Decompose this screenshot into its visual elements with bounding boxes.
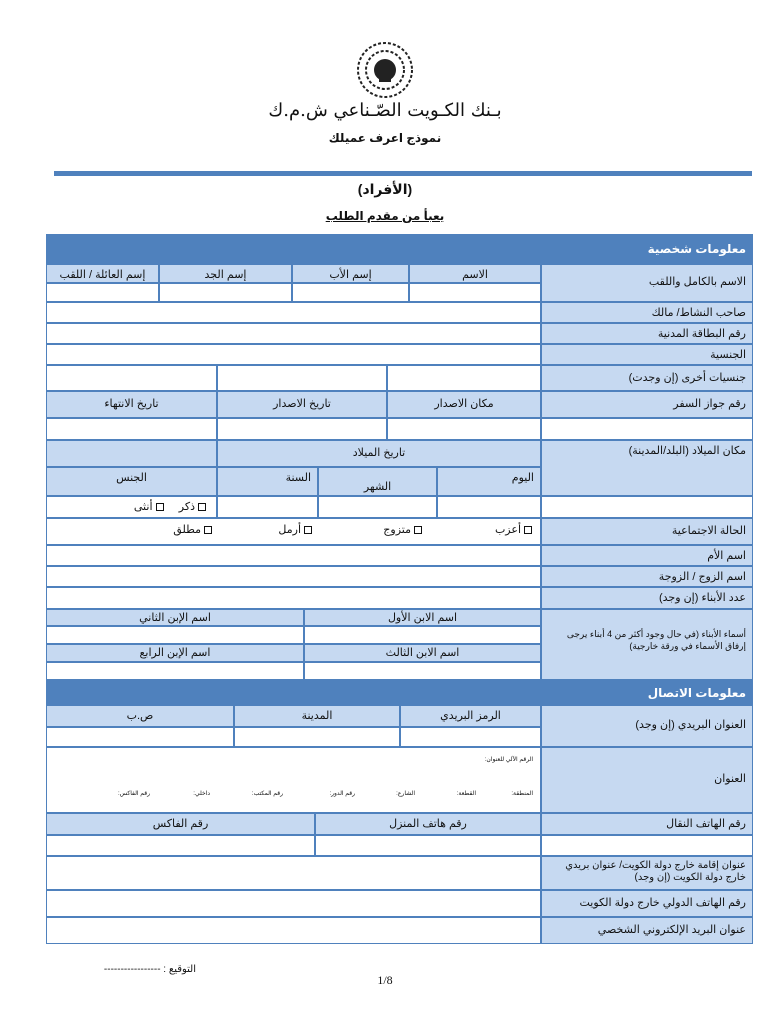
intl-phone-field[interactable]	[46, 890, 541, 917]
mother-name-field[interactable]	[46, 545, 541, 566]
other-nationality-field-3[interactable]	[46, 365, 217, 391]
married-checkbox[interactable]	[414, 526, 422, 534]
grandfather-name-field[interactable]	[159, 283, 292, 302]
child4-field[interactable]	[46, 662, 304, 680]
passport-number-field[interactable]	[541, 418, 753, 440]
internal-label: داخلي:	[193, 791, 210, 797]
divorced-checkbox[interactable]	[204, 526, 212, 534]
widowed-label: أرمل	[278, 524, 301, 536]
spouse-name-label: اسم الزوج / الزوجة	[541, 566, 753, 587]
family-name-field[interactable]	[46, 283, 159, 302]
divider	[54, 171, 752, 176]
fax-no-label: رقم الفاكس:	[118, 791, 150, 797]
po-box-field[interactable]	[46, 727, 234, 747]
mobile-field[interactable]	[541, 835, 753, 856]
home-phone-field[interactable]	[315, 835, 541, 856]
passport-expiry-header: تاريخ الانتهاء	[46, 391, 217, 418]
passport-expiry-field[interactable]	[46, 418, 217, 440]
personal-info-header: معلومات شخصية	[46, 234, 753, 264]
child4-header: اسم الإبن الرابع	[46, 644, 304, 662]
children-count-label: عدد الأبناء (إن وجد)	[541, 587, 753, 609]
birth-date-header: تاريخ الميلاد	[217, 440, 541, 467]
child3-field[interactable]	[304, 662, 541, 680]
street-label: الشارع:	[396, 791, 415, 797]
children-count-field[interactable]	[46, 587, 541, 609]
section-title: (الأفراد)	[357, 181, 413, 197]
home-phone-header: رقم هاتف المنزل	[315, 813, 541, 835]
male-checkbox[interactable]	[198, 503, 206, 511]
fax-header: رقم الفاكس	[46, 813, 315, 835]
gender-header-top	[46, 440, 217, 467]
mother-name-label: اسم الأم	[541, 545, 753, 566]
kyc-form	[46, 234, 753, 944]
widowed-checkbox[interactable]	[304, 526, 312, 534]
email-field[interactable]	[46, 917, 541, 944]
father-name-header: إسم الأب	[292, 264, 409, 283]
postal-code-header: الرمز البريدي	[400, 705, 541, 727]
birth-year-field[interactable]	[217, 496, 318, 518]
business-owner-field[interactable]	[46, 302, 541, 323]
month-header: الشهر	[318, 467, 437, 496]
city-field[interactable]	[234, 727, 400, 747]
intl-phone-label: رقم الهاتف الدولي خارج دولة الكويت	[541, 890, 753, 917]
auto-number-label: الرقم الآلي للعنوان:	[484, 757, 533, 763]
child1-field[interactable]	[304, 626, 541, 644]
birth-place-label: مكان الميلاد (البلد/المدينة)	[541, 440, 753, 496]
block-label: القطعة:	[456, 791, 476, 797]
address-label: العنوان	[541, 747, 753, 813]
divorced-label: مطلق	[173, 524, 201, 536]
marital-status-label: الحالة الاجتماعية	[541, 518, 753, 545]
email-label: عنوان البريد الإلكتروني الشخصي	[541, 917, 753, 944]
bank-logo-icon	[355, 40, 415, 100]
area-label: المنطقة:	[511, 791, 533, 797]
full-name-label: الاسم بالكامل واللقب	[541, 264, 753, 302]
nationality-label: الجنسية	[541, 344, 753, 365]
signature-line: التوقيع : -----------------	[103, 964, 196, 975]
mobile-label: رقم الهاتف النقال	[541, 813, 753, 835]
address-field[interactable]	[46, 747, 541, 813]
family-name-header: إسم العائلة / اللقب	[46, 264, 159, 283]
father-name-field[interactable]	[292, 283, 409, 302]
passport-label: رقم جواز السفر	[541, 391, 753, 418]
married-label: متزوج	[383, 524, 411, 536]
first-name-field[interactable]	[409, 283, 541, 302]
single-label: أعزب	[494, 524, 521, 536]
birth-day-field[interactable]	[437, 496, 541, 518]
year-header: السنة	[217, 467, 318, 496]
contact-info-header: معلومات الاتصال	[46, 680, 753, 705]
other-nationality-field-1[interactable]	[387, 365, 541, 391]
passport-issue-place-header: مكان الاصدار	[387, 391, 541, 418]
passport-issue-date-header: تاريخ الاصدار	[217, 391, 387, 418]
child2-header: اسم الإبن الثاني	[46, 609, 304, 626]
gender-header: الجنس	[46, 467, 217, 496]
children-names-text: أسماء الأبناء (في حال وجود أكثر من 4 أبناء يرجى إرفاق الأسماء في ورقة خارجية)	[566, 629, 746, 651]
grandfather-name-header: إسم الجد	[159, 264, 292, 283]
passport-issue-place-field[interactable]	[387, 418, 541, 440]
postal-address-label: العنوان البريدي (إن وجد)	[541, 705, 753, 747]
po-box-header: ص.ب	[46, 705, 234, 727]
form-title: نموذج اعرف عميلك	[328, 131, 442, 145]
marital-options	[46, 518, 541, 545]
fill-by-note: يعبأ من مقدم الطلب	[325, 209, 445, 223]
passport-issue-date-field[interactable]	[217, 418, 387, 440]
birth-place-field[interactable]	[541, 496, 753, 518]
fax-field[interactable]	[46, 835, 315, 856]
children-names-label	[541, 609, 753, 680]
single-checkbox[interactable]	[524, 526, 532, 534]
other-nationalities-label: جنسيات أخرى (إن وجدت)	[541, 365, 753, 391]
male-label: ذكر	[178, 501, 195, 513]
spouse-name-field[interactable]	[46, 566, 541, 587]
female-label: أنثى	[133, 501, 153, 513]
floor-label: رقم الدور:	[329, 791, 355, 797]
other-nationality-field-2[interactable]	[217, 365, 387, 391]
abroad-address-label: عنوان إقامة خارج دولة الكويت/ عنوان بريدي خارج دولة الكويت (إن وجد)	[541, 856, 753, 890]
business-owner-label: صاحب النشاط/ مالك	[541, 302, 753, 323]
female-checkbox[interactable]	[156, 503, 164, 511]
day-header: اليوم	[437, 467, 541, 496]
child2-field[interactable]	[46, 626, 304, 644]
child3-header: اسم الابن الثالث	[304, 644, 541, 662]
city-header: المدينة	[234, 705, 400, 727]
child1-header: اسم الابن الأول	[304, 609, 541, 626]
gender-options	[46, 496, 217, 518]
abroad-address-field[interactable]	[46, 856, 541, 890]
page-number: 1/8	[377, 973, 393, 987]
postal-code-field[interactable]	[400, 727, 541, 747]
civil-id-field[interactable]	[46, 323, 541, 344]
bank-name: بـنك الكـويت الصّـناعي ش.م.ك	[268, 100, 502, 121]
first-name-header: الاسم	[409, 264, 541, 283]
building-label: رقم المكتب:	[251, 791, 283, 797]
birth-month-field[interactable]	[318, 496, 437, 518]
civil-id-label: رقم البطاقة المدنية	[541, 323, 753, 344]
nationality-field[interactable]	[46, 344, 541, 365]
